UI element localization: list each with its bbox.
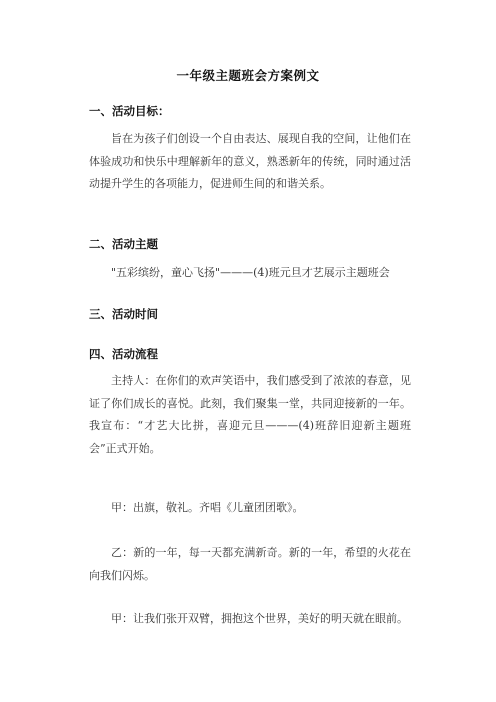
paragraph-dialogue-2: 乙：新的一年，每一天都充满新奇。新的一年，希望的火花在向我们闪烁。: [89, 546, 411, 582]
paragraph-dialogue-1: 甲：出旗，敬礼。齐唱《儿童团团歌》。: [111, 501, 304, 514]
section-heading-theme: 二、活动主题: [89, 237, 158, 251]
section-heading-goals: 一、活动目标：: [89, 104, 170, 118]
paragraph-theme: "五彩缤纷，童心飞扬"———(4)班元旦才艺展示主题班会: [111, 266, 390, 279]
paragraph-goals: 旨在为孩子们创设一个自由表达、展现自我的空间，让他们在体验成功和快乐中理解新年的意义，熟悉新年的传统，同时通过活动提升学生的各项能力，促进师生间的和谐关系。: [89, 132, 411, 190]
section-heading-process: 四、活动流程: [89, 347, 158, 361]
section-heading-time: 三、活动时间: [89, 307, 158, 321]
paragraph-dialogue-3: 甲：让我们张开双臂，拥抱这个世界，美好的明天就在眼前。: [111, 612, 408, 625]
document-title: 一年级主题班会方案例文: [176, 68, 320, 83]
paragraph-host-intro: 主持人：在你们的欢声笑语中，我们感受到了浓浓的春意，见证了你们成长的喜悦。此刻，我们聚集一堂，共同迎接新的一年。我宣布：“才艺大比拼，喜迎元旦———(4)班辞旧迎新主题班会”正式开始。: [89, 374, 411, 455]
